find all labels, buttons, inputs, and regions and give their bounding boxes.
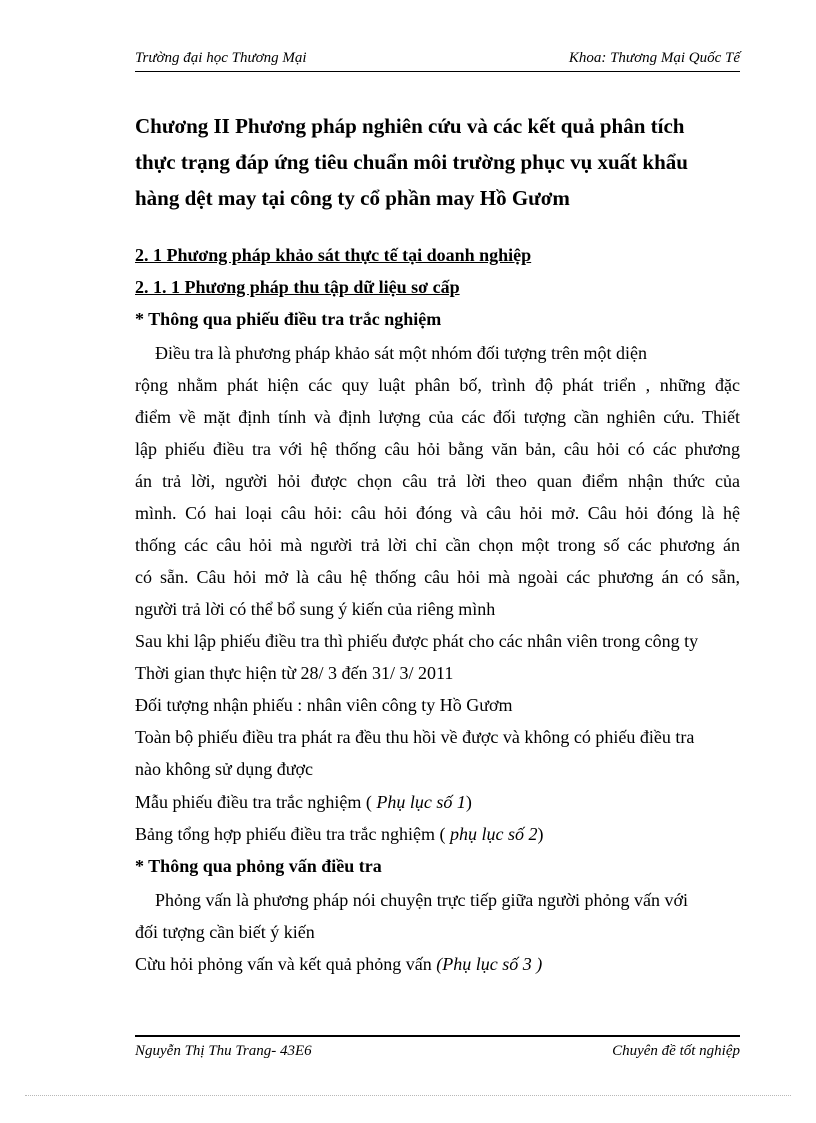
chapter-title-line-2: thực trạng đáp ứng tiêu chuẩn môi trường phục vụ xuất khẩu xyxy=(135,150,688,174)
survey-sample-line xyxy=(135,786,740,818)
survey-summary-close: ) xyxy=(537,824,544,844)
chapter-title xyxy=(135,108,740,216)
interview-heading: * Thông qua phỏng vấn điều tra xyxy=(135,856,382,876)
survey-paragraph-line-8: có sẵn. Câu hỏi mở là câu hệ thống câu hỏi mà ngoài các phương án có sẵn, xyxy=(135,567,740,587)
survey-summary-line xyxy=(135,818,740,850)
survey-paragraph-line-7: thống các câu hỏi mà người trả lời chỉ cần chọn một trong số các phương án xyxy=(135,535,740,555)
survey-collection-line-1: Toàn bộ phiếu điều tra phát ra đều thu hồi về được và không có phiếu điều tra xyxy=(135,727,695,747)
appendix-1-ref: Phụ lục số 1 xyxy=(371,792,466,812)
interview-questions-line xyxy=(135,948,740,980)
survey-collection-line-2: nào không sử dụng được xyxy=(135,759,314,779)
footer-doc-type: Chuyên đề tốt nghiệp xyxy=(612,1043,740,1059)
chapter-title-line-3: hàng dệt may tại công ty cổ phần may Hồ Gươm xyxy=(135,186,570,210)
appendix-2-ref: phụ lục số 2 xyxy=(445,824,538,844)
section-2-1-heading: 2. 1 Phương pháp khảo sát thực tế tại doanh nghiệp xyxy=(135,245,532,265)
header-faculty: Khoa: Thương Mại Quốc Tế xyxy=(568,50,740,66)
footer-rule xyxy=(135,1035,740,1037)
interview-paragraph-line-2: đối tượng cần biết ý kiến xyxy=(135,922,315,942)
survey-target: Đối tượng nhận phiếu : nhân viên công ty Hồ Gươm xyxy=(135,695,513,715)
survey-paragraph-line-5: án trả lời, người hỏi được chọn câu trả lời theo quan điểm nhận thức của xyxy=(135,471,740,491)
section-2-1-1-heading: 2. 1. 1 Phương pháp thu tập dữ liệu sơ cấp xyxy=(135,277,460,297)
survey-paragraph-line-1: Điều tra là phương pháp khảo sát một nhóm đối tượng trên một diện xyxy=(155,343,647,363)
header-rule xyxy=(135,71,740,72)
page-bottom-dotted-divider xyxy=(25,1095,791,1096)
survey-paragraph-line-2: rộng nhằm phát hiện các quy luật phân bố, trình độ phát triển , những đặc xyxy=(135,375,740,395)
survey-paragraph-line-6: mình. Có hai loại câu hỏi: câu hỏi đóng và câu hỏi mở. Câu hỏi đóng là hệ xyxy=(135,503,740,523)
chapter-title-line-1: Chương II Phương pháp nghiên cứu và các kết quả phân tích xyxy=(135,114,685,138)
footer-author: Nguyễn Thị Thu Trang- 43E6 xyxy=(135,1043,312,1059)
survey-distribution: Sau khi lập phiếu điều tra thì phiếu được phát cho các nhân viên trong công ty xyxy=(135,631,699,651)
header-school: Trường đại học Thương Mại xyxy=(135,50,307,66)
survey-summary-text: Bảng tổng hợp phiếu điều tra trắc nghiệm ( xyxy=(135,824,446,844)
survey-time: Thời gian thực hiện từ 28/ 3 đến 31/ 3/ 2011 xyxy=(135,663,454,683)
appendix-3-ref: (Phụ lục số 3 ) xyxy=(436,954,543,974)
survey-paragraph-line-9: người trả lời có thể bổ sung ý kiến của riêng mình xyxy=(135,599,496,619)
interview-questions-text: Cừu hỏi phỏng vấn và kết quả phỏng vấn xyxy=(135,954,437,974)
survey-heading: * Thông qua phiếu điều tra trắc nghiệm xyxy=(135,309,442,329)
survey-sample-close: ) xyxy=(465,792,472,812)
survey-paragraph-line-3: điểm về mặt định tính và định lượng của các đối tượng cần nghiên cứu. Thiết xyxy=(135,407,740,427)
survey-sample-text: Mẫu phiếu điều tra trắc nghiệm ( xyxy=(135,792,372,812)
interview-paragraph-line-1: Phỏng vấn là phương pháp nói chuyện trực tiếp giữa người phỏng vấn với xyxy=(155,890,688,910)
survey-paragraph-line-4: lập phiếu điều tra với hệ thống câu hỏi bằng văn bản, câu hỏi có các phương xyxy=(135,439,740,459)
